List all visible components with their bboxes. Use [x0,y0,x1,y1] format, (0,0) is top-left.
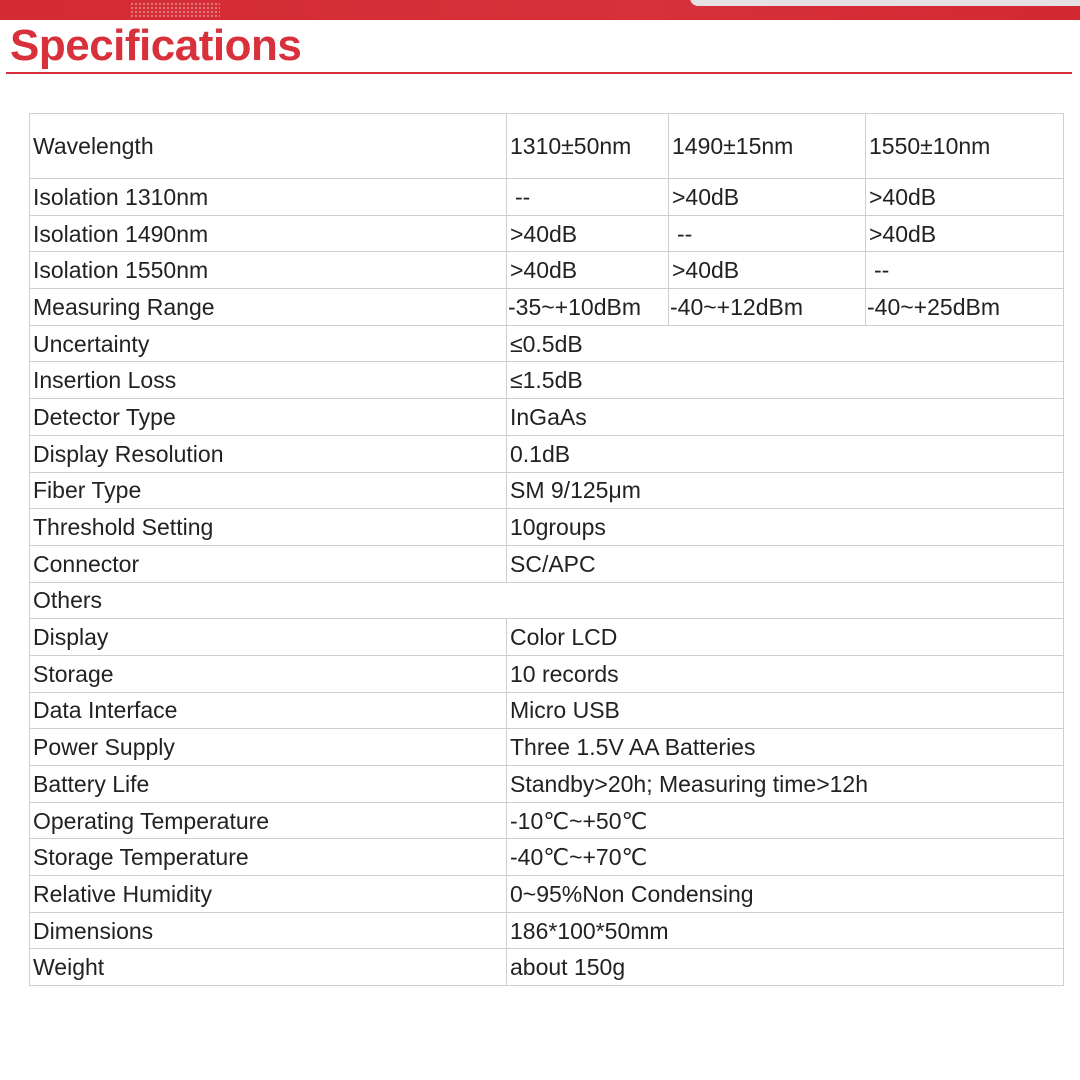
section-label: Others [30,582,1064,619]
row-value: ≤1.5dB [507,362,1064,399]
row-value-1310: >40dB [507,252,669,289]
table-row [30,215,1064,252]
row-label: Insertion Loss [30,362,507,399]
row-label: Data Interface [30,692,507,729]
table-row [30,619,1064,656]
row-value: Micro USB [507,692,1064,729]
table-row [30,545,1064,582]
row-value: InGaAs [507,399,1064,436]
section-row-others [30,582,1064,619]
row-label: Threshold Setting [30,509,507,546]
table-row [30,729,1064,766]
row-value-1550: >40dB [866,215,1064,252]
row-value: 0~95%Non Condensing [507,876,1064,913]
row-label: Fiber Type [30,472,507,509]
row-value-1550: -- [866,252,1064,289]
row-value: -10℃~+50℃ [507,802,1064,839]
page-title: Specifications [10,21,302,70]
row-value: SC/APC [507,545,1064,582]
row-label: Operating Temperature [30,802,507,839]
row-value-1310: -35~+10dBm [507,289,669,326]
table-row [30,252,1064,289]
row-value-1310: -- [507,179,669,216]
table-row-wavelength [30,114,1064,179]
row-value-1490: >40dB [669,179,866,216]
row-label: Battery Life [30,766,507,803]
table-row [30,655,1064,692]
specifications-table [29,113,1064,986]
row-label: Wavelength [30,114,507,179]
row-value-1550: -40~+25dBm [866,289,1064,326]
row-label: Display Resolution [30,435,507,472]
row-value: Color LCD [507,619,1064,656]
row-label: Weight [30,949,507,986]
row-label: Isolation 1490nm [30,215,507,252]
row-value: 0.1dB [507,435,1064,472]
title-underline [6,72,1072,74]
row-label: Connector [30,545,507,582]
row-label: Uncertainty [30,325,507,362]
wavelength-1490: 1490±15nm [669,114,866,179]
table-row [30,766,1064,803]
row-value: Standby>20h; Measuring time>12h [507,766,1064,803]
wavelength-1310: 1310±50nm [507,114,669,179]
row-value: ≤0.5dB [507,325,1064,362]
row-value: 10groups [507,509,1064,546]
top-banner [0,0,1080,20]
table-row [30,179,1064,216]
row-value-1490: >40dB [669,252,866,289]
table-row [30,509,1064,546]
row-value-1490: -40~+12dBm [669,289,866,326]
wavelength-1550: 1550±10nm [866,114,1064,179]
row-label: Relative Humidity [30,876,507,913]
row-label: Storage [30,655,507,692]
table-row [30,839,1064,876]
row-label: Storage Temperature [30,839,507,876]
table-row [30,362,1064,399]
row-label: Power Supply [30,729,507,766]
row-value-1550: >40dB [866,179,1064,216]
table-row [30,912,1064,949]
row-value: -40℃~+70℃ [507,839,1064,876]
row-label: Isolation 1550nm [30,252,507,289]
banner-tab-shape [690,0,1080,6]
table-row [30,325,1064,362]
table-row [30,435,1064,472]
table-row [30,472,1064,509]
row-label: Isolation 1310nm [30,179,507,216]
row-label: Detector Type [30,399,507,436]
row-value: about 150g [507,949,1064,986]
row-value-1490: -- [669,215,866,252]
table-row [30,876,1064,913]
row-value: Three 1.5V AA Batteries [507,729,1064,766]
table-row [30,692,1064,729]
row-value-1310: >40dB [507,215,669,252]
row-label: Dimensions [30,912,507,949]
row-value: SM 9/125μm [507,472,1064,509]
table-row [30,289,1064,326]
table-row [30,399,1064,436]
row-label: Measuring Range [30,289,507,326]
table-row [30,802,1064,839]
table-row [30,949,1064,986]
banner-dot-pattern [130,2,220,18]
row-value: 186*100*50mm [507,912,1064,949]
row-label: Display [30,619,507,656]
row-value: 10 records [507,655,1064,692]
